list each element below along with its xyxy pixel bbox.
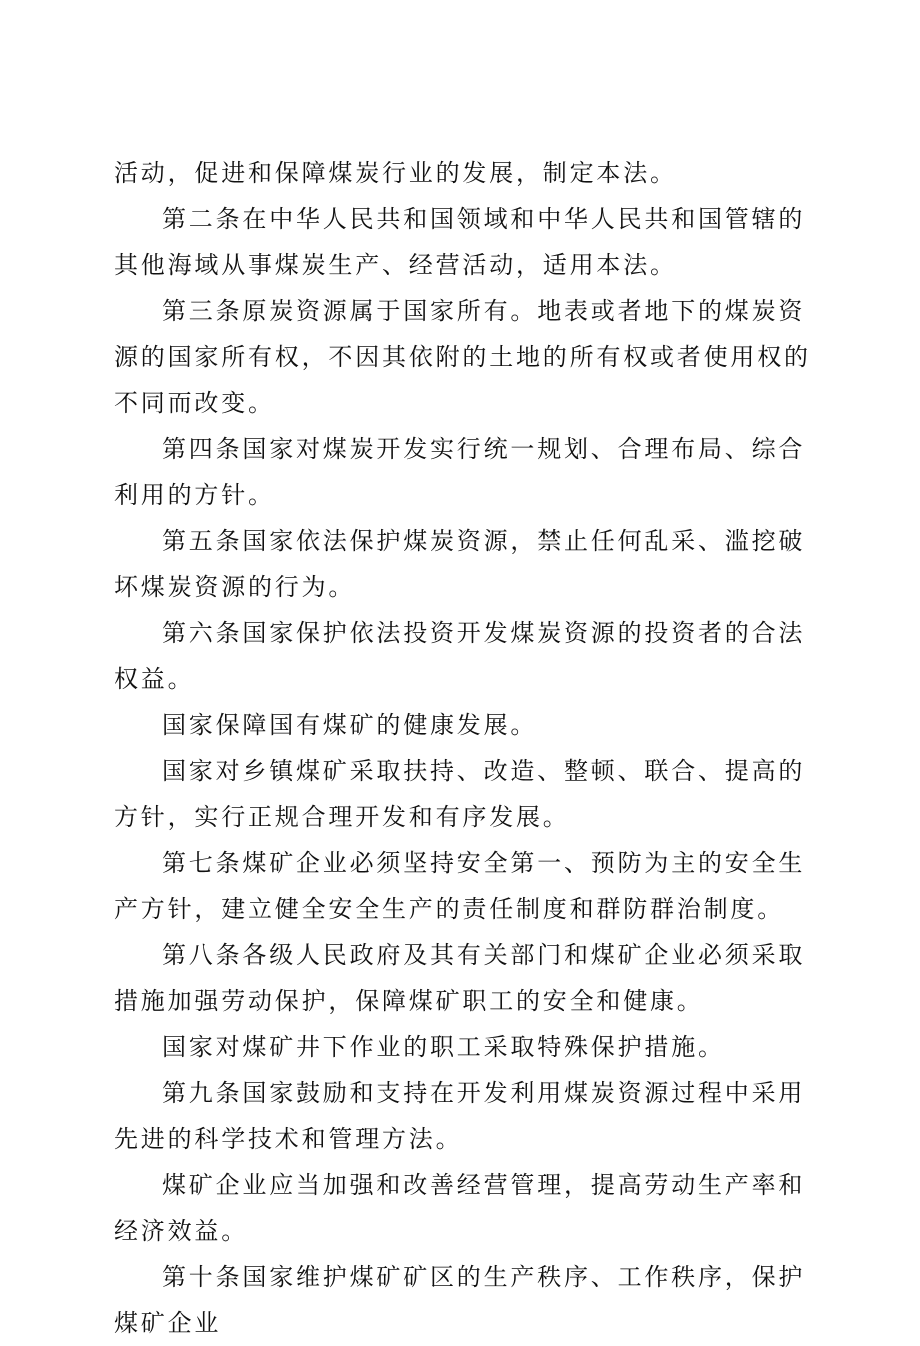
paragraph-article-8: 第八条各级人民政府及其有关部门和煤矿企业必须采取措施加强劳动保护，保障煤矿职工的安全和健康。: [114, 941, 806, 1015]
paragraph-article-4: 第四条国家对煤炭开发实行统一规划、合理布局、综合利用的方针。: [114, 435, 806, 509]
paragraph-article-9-management: 煤矿企业应当加强和改善经营管理，提高劳动生产率和经济效益。: [114, 1171, 806, 1245]
paragraph-article-8-underground: 国家对煤矿井下作业的职工采取特殊保护措施。: [162, 1033, 725, 1061]
paragraph-article-3: 第三条原炭资源属于国家所有。地表或者地下的煤炭资源的国家所有权，不因其依附的土地的所有权或者使用权的不同而改变。: [114, 297, 811, 417]
paragraph-continuation: 活动，促进和保障煤炭行业的发展，制定本法。: [114, 159, 677, 187]
paragraph-article-6-township-mines: 国家对乡镇煤矿采取扶持、改造、整顿、联合、提高的方针，实行正规合理开发和有序发展。: [114, 757, 806, 831]
paragraph-article-7: 第七条煤矿企业必须坚持安全第一、预防为主的安全生产方针，建立健全安全生产的责任制度和群防群治制度。: [114, 849, 806, 923]
paragraph-article-9: 第九条国家鼓励和支持在开发利用煤炭资源过程中采用先进的科学技术和管理方法。: [114, 1079, 806, 1153]
paragraph-article-10: 第十条国家维护煤矿矿区的生产秩序、工作秩序，保护煤矿企业: [114, 1263, 806, 1337]
document-body: [114, 150, 814, 1346]
paragraph-article-6: 第六条国家保护依法投资开发煤炭资源的投资者的合法权益。: [114, 619, 806, 693]
paragraph-article-2: 第二条在中华人民共和国领域和中华人民共和国管辖的其他海域从事煤炭生产、经营活动，适用本法。: [114, 205, 806, 279]
paragraph-article-5: 第五条国家依法保护煤炭资源，禁止任何乱采、滥挖破坏煤炭资源的行为。: [114, 527, 806, 601]
paragraph-article-6-state-mines: 国家保障国有煤矿的健康发展。: [162, 711, 538, 739]
